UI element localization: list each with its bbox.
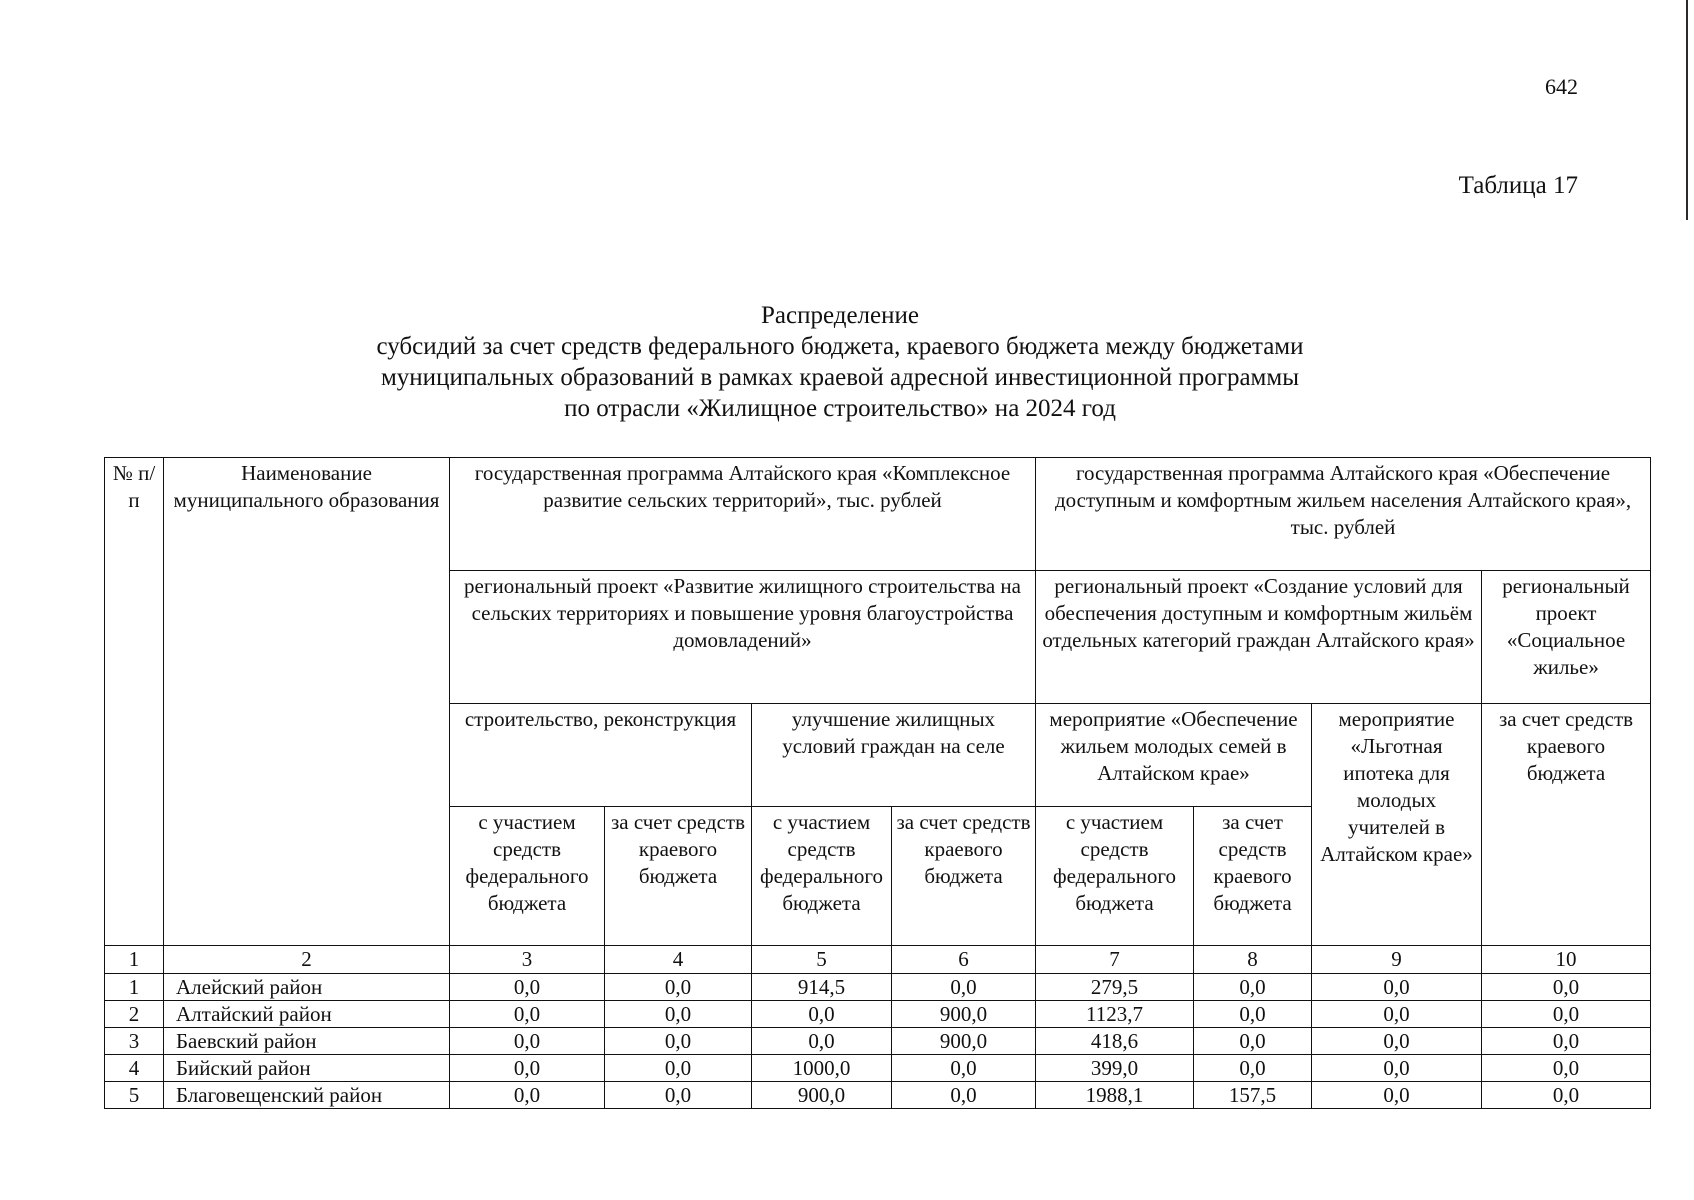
row-name: Баевский район: [164, 1028, 450, 1055]
cell-c8: 0,0: [1194, 1001, 1312, 1028]
column-number: 9: [1312, 946, 1482, 974]
header-gp2: государственная программа Алтайского края «Обеспечение доступным и комфортным жильем населения Алтайского края», тыс. рублей: [1036, 458, 1651, 571]
cell-c3: 0,0: [450, 1055, 605, 1082]
cell-c3: 0,0: [450, 974, 605, 1001]
page-number: 642: [1545, 74, 1578, 99]
column-number: 1: [105, 946, 164, 974]
cell-c9: 0,0: [1312, 1082, 1482, 1109]
header-construction: строительство, реконструкция: [450, 704, 752, 807]
header-fed-share-1: с участием средств федерального бюджета: [450, 807, 605, 946]
cell-c7: 279,5: [1036, 974, 1194, 1001]
cell-c8: 0,0: [1194, 974, 1312, 1001]
header-fed-share-3: с участием средств федерального бюджета: [1036, 807, 1194, 946]
cell-c6: 0,0: [892, 1055, 1036, 1082]
header-name: Наименование муниципального образования: [164, 458, 450, 946]
table-row: [105, 1001, 1651, 1028]
header-rural-improvement: улучшение жилищных условий граждан на селе: [752, 704, 1036, 807]
cell-c10: 0,0: [1482, 1028, 1651, 1055]
row-name: Алтайский район: [164, 1001, 450, 1028]
cell-c3: 0,0: [450, 1001, 605, 1028]
table-row: [105, 1055, 1651, 1082]
cell-c6: 0,0: [892, 974, 1036, 1001]
row-no: 5: [105, 1082, 164, 1109]
cell-c4: 0,0: [605, 1082, 752, 1109]
cell-c7: 399,0: [1036, 1055, 1194, 1082]
column-number: 4: [605, 946, 752, 974]
row-no: 1: [105, 974, 164, 1001]
cell-c10: 0,0: [1482, 974, 1651, 1001]
header-regional-share-3: за счет средств краевого бюджета: [1194, 807, 1312, 946]
header-gp1: государственная программа Алтайского края «Комплексное развитие сельских территорий», тыс. рублей: [450, 458, 1036, 571]
row-no: 2: [105, 1001, 164, 1028]
cell-c7: 1988,1: [1036, 1082, 1194, 1109]
header-young-families: мероприятие «Обеспечение жильем молодых семей в Алтайском крае»: [1036, 704, 1312, 807]
table-row: [105, 974, 1651, 1001]
cell-c8: 0,0: [1194, 1028, 1312, 1055]
cell-c5: 914,5: [752, 974, 892, 1001]
cell-c5: 900,0: [752, 1082, 892, 1109]
cell-c3: 0,0: [450, 1082, 605, 1109]
cell-c9: 0,0: [1312, 974, 1482, 1001]
column-numbers-row: [105, 946, 1651, 974]
header-rp3: региональный проект «Социальное жилье»: [1482, 571, 1651, 704]
cell-c9: 0,0: [1312, 1055, 1482, 1082]
header-rp1: региональный проект «Развитие жилищного строительства на сельских территориях и повышение уровня благоустройства домовладений»: [450, 571, 1036, 704]
cell-c7: 1123,7: [1036, 1001, 1194, 1028]
header-teachers-mortgage: мероприятие «Льготная ипотека для молодых учителей в Алтайском крае»: [1312, 704, 1482, 946]
cell-c10: 0,0: [1482, 1001, 1651, 1028]
header-regional-share-2: за счет средств краевого бюджета: [892, 807, 1036, 946]
cell-c7: 418,6: [1036, 1028, 1194, 1055]
row-no: 3: [105, 1028, 164, 1055]
page-edge-line: [1686, 0, 1688, 220]
header-regional-only: за счет средств краевого бюджета: [1482, 704, 1651, 946]
cell-c8: 0,0: [1194, 1055, 1312, 1082]
title-line-1: Распределение: [761, 302, 919, 329]
header-fed-share-2: с участием средств федерального бюджета: [752, 807, 892, 946]
column-number: 7: [1036, 946, 1194, 974]
table-row: [105, 1082, 1651, 1109]
cell-c5: 0,0: [752, 1001, 892, 1028]
cell-c6: 900,0: [892, 1001, 1036, 1028]
row-name: Бийский район: [164, 1055, 450, 1082]
cell-c10: 0,0: [1482, 1055, 1651, 1082]
cell-c6: 900,0: [892, 1028, 1036, 1055]
cell-c5: 0,0: [752, 1028, 892, 1055]
column-number: 8: [1194, 946, 1312, 974]
table-label: Таблица 17: [1458, 172, 1578, 199]
column-number: 5: [752, 946, 892, 974]
column-number: 6: [892, 946, 1036, 974]
subsidy-table: [104, 457, 1651, 1109]
cell-c4: 0,0: [605, 1028, 752, 1055]
cell-c9: 0,0: [1312, 1001, 1482, 1028]
cell-c4: 0,0: [605, 1001, 752, 1028]
header-rp2: региональный проект «Создание условий для обеспечения доступным и комфортным жильём отдельных категорий граждан Алтайского края»: [1036, 571, 1482, 704]
cell-c3: 0,0: [450, 1028, 605, 1055]
table-row: [105, 1028, 1651, 1055]
title-line-3: муниципальных образований в рамках краевой адресной инвестиционной программы: [380, 364, 1299, 391]
cell-c8: 157,5: [1194, 1082, 1312, 1109]
header-regional-share-1: за счет средств краевого бюджета: [605, 807, 752, 946]
cell-c5: 1000,0: [752, 1055, 892, 1082]
row-name: Благовещенский район: [164, 1082, 450, 1109]
cell-c9: 0,0: [1312, 1028, 1482, 1055]
cell-c4: 0,0: [605, 1055, 752, 1082]
title-line-2: субсидий за счет средств федерального бюджета, краевого бюджета между бюджетами: [376, 333, 1304, 360]
cell-c10: 0,0: [1482, 1082, 1651, 1109]
column-number: 3: [450, 946, 605, 974]
column-number: 2: [164, 946, 450, 974]
row-no: 4: [105, 1055, 164, 1082]
document-title: [140, 300, 1540, 424]
column-number: 10: [1482, 946, 1651, 974]
header-no: № п/п: [105, 458, 164, 946]
title-line-4: по отрасли «Жилищное строительство» на 2024 год: [564, 395, 1116, 422]
row-name: Алейский район: [164, 974, 450, 1001]
cell-c6: 0,0: [892, 1082, 1036, 1109]
cell-c4: 0,0: [605, 974, 752, 1001]
